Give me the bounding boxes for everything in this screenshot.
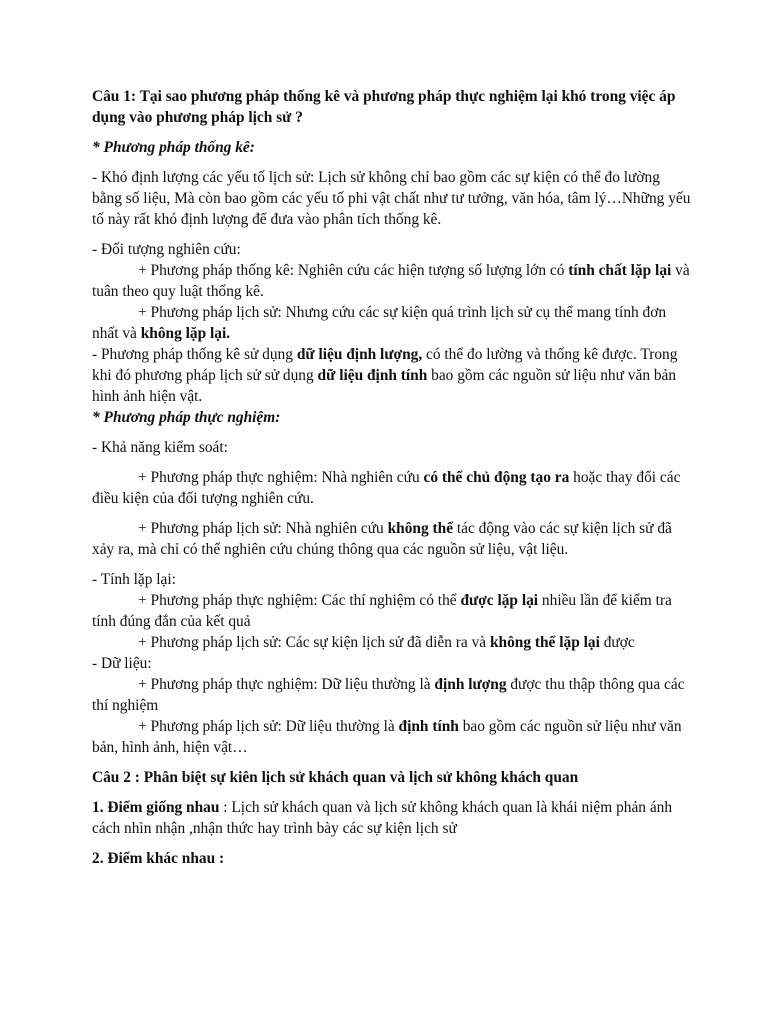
question-2-title: Câu 2 : Phân biệt sự kiên lịch sử khách quan và lịch sử không khách quan (92, 769, 579, 786)
question-1-title: Câu 1: Tại sao phương pháp thống kê và phương pháp thực nghiệm lại khó trong việc áp dụng vào phương pháp lịch sử ? (92, 88, 676, 126)
control-experiment: + Phương pháp thực nghiệm: Nhà nghiên cứu có thể chủ động tạo ra hoặc thay đổi các điều kiện của đối tượng nghiên cứu. (92, 469, 681, 507)
data-experiment: + Phương pháp thực nghiệm: Dữ liệu thường là định lượng được thu thập thông qua các thí nghiệm (92, 676, 685, 714)
research-object-statistics: + Phương pháp thống kê: Nghiên cứu các hiện tượng số lượng lớn có tính chất lặp lại và tuân theo quy luật thống kê. (92, 262, 690, 300)
research-object-label: - Đối tượng nghiên cứu: (92, 241, 241, 258)
experiment-heading: * Phương pháp thực nghiệm: (92, 409, 281, 426)
research-object-history: + Phương pháp lịch sử: Nhưng cứu các sự kiện quá trình lịch sử cụ thể mang tính đơn nhất và không lặp lại. (92, 304, 667, 342)
document-page (92, 86, 692, 869)
statistics-paragraph-1: - Khó định lượng các yếu tố lịch sử: Lịch sử không chỉ bao gồm các sự kiện có thể đo lường bằng số liệu, Mà còn bao gồm các yếu tố phi vật chất như tư tưởng, văn hóa, tâm lý…Những yếu tố này rất khó định lượng để đưa vào phân tích thống kê. (92, 169, 691, 228)
data-history: + Phương pháp lịch sử: Dữ liệu thường là định tính bao gồm các nguồn sử liệu như văn bản, hình ảnh, hiện vật… (92, 718, 682, 756)
statistics-data-paragraph: - Phương pháp thống kê sử dụng dữ liệu định lượng, có thể đo lường và thống kê được. Trong khi đó phương pháp lịch sử sử dụng dữ liệu định tính bao gồm các nguồn sử liệu như văn bản hình ảnh hiện vật. (92, 346, 678, 405)
statistics-heading: * Phương pháp thống kê: (92, 139, 255, 156)
repeatability-label: - Tính lặp lại: (92, 571, 176, 588)
data-label: - Dữ liệu: (92, 655, 152, 672)
similarities-paragraph: 1. Điểm giống nhau : Lịch sử khách quan và lịch sử không khách quan là khái niệm phản ánh cách nhìn nhận ,nhận thức hay trình bày các sự kiện lịch sử (92, 799, 673, 837)
differences-heading: 2. Điểm khác nhau : (92, 850, 225, 867)
control-history: + Phương pháp lịch sử: Nhà nghiên cứu không thể tác động vào các sự kiện lịch sử đã xảy ra, mà chỉ có thể nghiên cứu chúng thông qua các nguồn sử liệu, vật liệu. (92, 520, 672, 558)
repeatability-experiment: + Phương pháp thực nghiệm: Các thí nghiệm có thể được lặp lại nhiều lần để kiểm tra tính đúng đắn của kết quả (92, 592, 672, 630)
repeatability-history: + Phương pháp lịch sử: Các sự kiện lịch sử đã diễn ra và không thể lặp lại được (138, 634, 635, 651)
control-label: - Khả năng kiểm soát: (92, 439, 228, 456)
